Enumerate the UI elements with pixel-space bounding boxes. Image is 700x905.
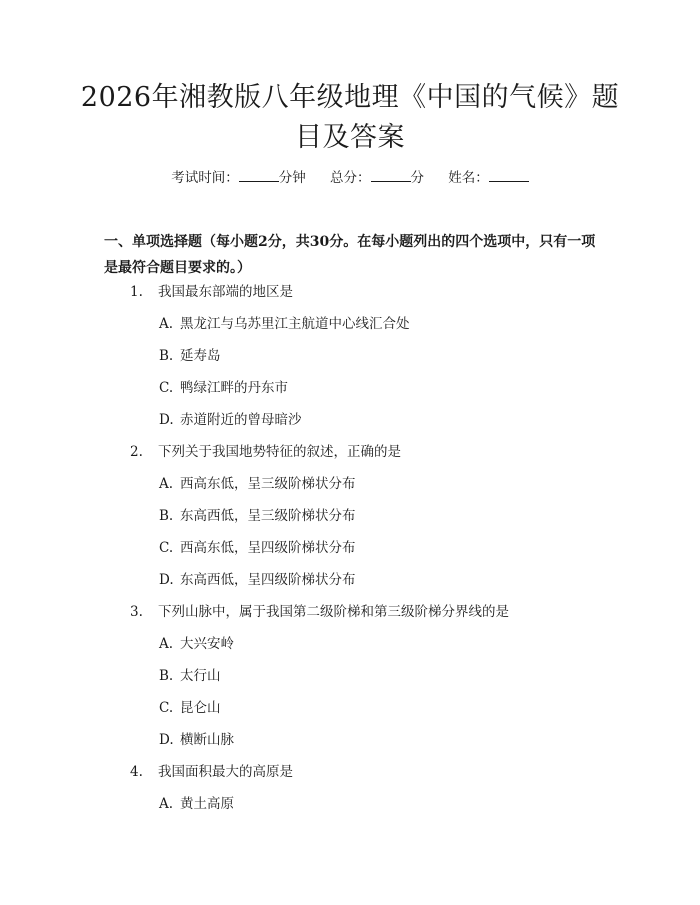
name-blank [489, 168, 529, 182]
option-letter: D. [159, 572, 174, 588]
answer-option [0, 347, 700, 379]
option-letter: C. [159, 380, 174, 396]
option-letter: A. [159, 316, 174, 332]
question-item [0, 763, 700, 795]
option-letter: A. [159, 476, 174, 492]
exam-time-blank [239, 168, 279, 182]
total-score-field [330, 168, 424, 188]
answer-option [0, 635, 700, 667]
option-letter: B. [159, 668, 174, 684]
option-letter: A. [159, 796, 174, 812]
option-text: 黄土高原 [180, 796, 234, 812]
option-text: 西高东低，呈三级阶梯状分布 [180, 476, 356, 492]
question-text: 我国最东部端的地区是 [158, 284, 293, 300]
question-number: 1. [130, 284, 143, 300]
option-letter: B. [159, 508, 174, 524]
answer-option [0, 507, 700, 539]
option-text: 黑龙江与乌苏里江主航道中心线汇合处 [180, 316, 410, 332]
answer-option [0, 795, 700, 827]
question-number: 3. [130, 604, 143, 620]
question-text: 下列关于我国地势特征的叙述，正确的是 [158, 444, 401, 460]
exam-time-unit: 分钟 [278, 170, 306, 186]
total-score-blank [371, 168, 411, 182]
option-text: 鸭绿江畔的丹东市 [180, 380, 288, 396]
option-letter: D. [159, 412, 174, 428]
question-list [0, 283, 700, 827]
option-text: 赤道附近的曾母暗沙 [180, 412, 302, 428]
question-text: 我国面积最大的高原是 [158, 764, 293, 780]
answer-option [0, 539, 700, 571]
answer-option [0, 667, 700, 699]
answer-option [0, 315, 700, 347]
answer-option [0, 379, 700, 411]
name-label: 姓名： [448, 170, 489, 186]
question-item [0, 443, 700, 475]
question-number: 2. [130, 444, 143, 460]
answer-option [0, 411, 700, 443]
total-score-label: 总分： [330, 170, 371, 186]
exam-time-label: 考试时间： [171, 170, 239, 186]
total-score-unit: 分 [410, 170, 424, 186]
option-text: 昆仑山 [180, 700, 221, 716]
question-text: 下列山脉中，属于我国第二级阶梯和第三级阶梯分界线的是 [158, 604, 509, 620]
page-title: 2026年湘教版八年级地理《中国的气候》题目及答案 [80, 82, 620, 153]
answer-option [0, 699, 700, 731]
option-text: 东高西低，呈三级阶梯状分布 [180, 508, 356, 524]
option-text: 大兴安岭 [180, 636, 234, 652]
question-item [0, 603, 700, 635]
question-number: 4. [130, 764, 143, 780]
answer-option [0, 475, 700, 507]
exam-time-field [171, 168, 306, 188]
question-item [0, 283, 700, 315]
option-letter: A. [159, 636, 174, 652]
section-heading: 一、单项选择题（每小题2分，共30分。在每小题列出的四个选项中，只有一项是最符合题目要求的。） [104, 234, 596, 276]
option-text: 横断山脉 [180, 732, 234, 748]
option-text: 延寿岛 [180, 348, 221, 364]
name-field [448, 168, 529, 188]
option-text: 太行山 [180, 668, 221, 684]
option-letter: C. [159, 540, 174, 556]
option-text: 东高西低，呈四级阶梯状分布 [180, 572, 356, 588]
exam-info-row [0, 168, 700, 188]
option-letter: D. [159, 732, 174, 748]
answer-option [0, 731, 700, 763]
option-letter: B. [159, 348, 174, 364]
option-text: 西高东低，呈四级阶梯状分布 [180, 540, 356, 556]
answer-option [0, 571, 700, 603]
option-letter: C. [159, 700, 174, 716]
